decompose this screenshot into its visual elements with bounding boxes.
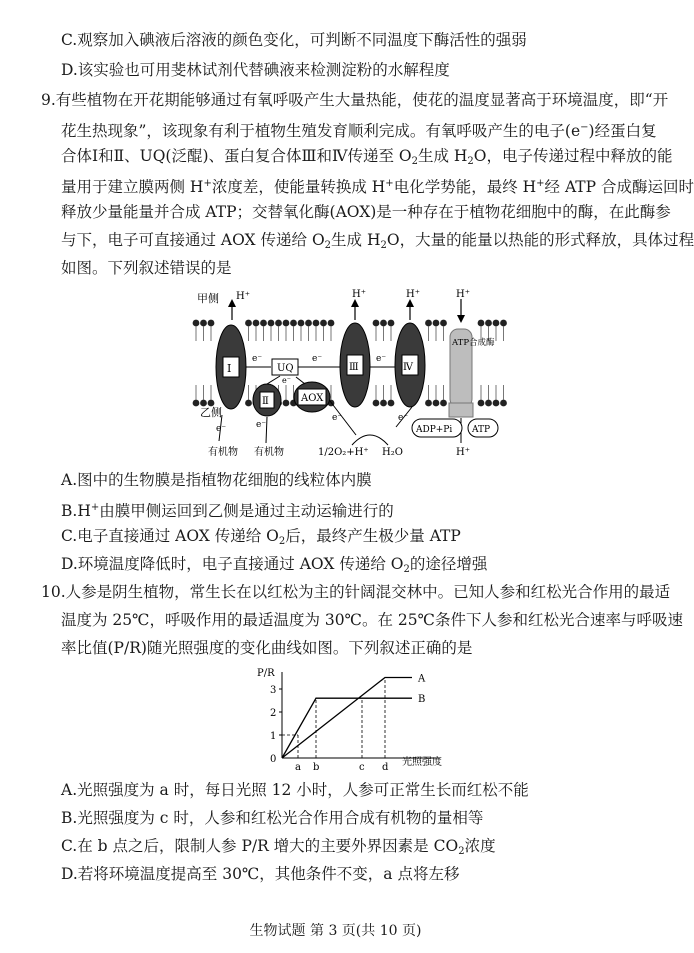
pr-light-chart (0, 662, 671, 782)
complex-ii-label: Ⅱ (262, 396, 269, 407)
lipid-head (433, 320, 440, 327)
q9-stem-line4: 量用于建立膜两侧 H+浓度差，使能量转换成 H+电化学势能，最终 H+经 ATP 合成酶运回时 (61, 178, 694, 196)
atp-label: ATP (472, 425, 491, 435)
lipid-head (440, 320, 447, 327)
q10-stem-line3: 率比值(P/R)随光照强度的变化曲线如图。下列叙述正确的是 (61, 639, 473, 657)
organic-matter-label-1: 有机物 (208, 447, 238, 458)
lipid-head (485, 400, 492, 407)
q8-option-c: C.观察加入碘液后溶液的颜色变化，可判断不同温度下酶活性的强弱 (61, 31, 527, 49)
lipid-head (388, 400, 395, 407)
oxygen-label: 1/2O₂+H⁺ (318, 447, 369, 458)
y-tick-label: 2 (270, 708, 277, 719)
lipid-head (373, 320, 380, 327)
lipid-head (253, 320, 260, 327)
lipid-head (193, 320, 200, 327)
organic-matter-label-2: 有机物 (254, 447, 284, 458)
q9-stem-line7: 如图。下列叙述错误的是 (61, 259, 232, 277)
lipid-head (425, 400, 432, 407)
lipid-head (380, 400, 387, 407)
lipid-head (373, 400, 380, 407)
lipid-head (500, 320, 507, 327)
lipid-head (245, 320, 252, 327)
uq-label: UQ (277, 363, 294, 374)
q9-stem-line2: 花生热现象”，该现象有利于植物生殖发育顺利完成。有氧呼吸产生的电子(e−)经蛋白复 (61, 122, 657, 140)
lipid-head (478, 400, 485, 407)
lipid-head (283, 400, 290, 407)
complex-iv-label: Ⅳ (403, 362, 413, 373)
q10-option-c: C.在 b 点之后，限制人参 P/R 增大的主要外界因素是 $CO_2$浓度 (61, 837, 496, 857)
lipid-head (290, 320, 297, 327)
atp-synthase-label: ATP合成酶 (452, 338, 495, 348)
lipid-head (298, 320, 305, 327)
lipid-head (268, 320, 275, 327)
lipid-head (193, 400, 200, 407)
y-tick-label: 3 (270, 685, 277, 696)
q9-stem-line1: 9.有些植物在开花期能够通过有氧呼吸产生大量热能，使花的温度显著高于环境温度，即“开 (41, 91, 669, 109)
q8-option-d: D.该实验也可用斐林试剂代替碘液来检测淀粉的水解程度 (61, 61, 450, 79)
y-tick-label: 0 (270, 754, 277, 765)
lipid-head (260, 320, 267, 327)
lipid-head (208, 320, 215, 327)
q9-stem-line3: 合体Ⅰ和Ⅱ、UQ(泛醌)、蛋白复合体Ⅲ和Ⅳ传递至 $O_2$生成 $H_2O$，电子传递过程中释放的能 (61, 147, 673, 167)
q10-stem-line1: 10.人参是阴生植物，常生长在以红松为主的针阔混交林中。已知人参和红松光合作用的最适 (41, 583, 671, 601)
q9-stem-line5: 释放少量能量并合成 ATP；交替氧化酶(AOX)是一种存在于植物花细胞中的酶，在此酶参 (61, 203, 671, 221)
q9-stem-line6: 与下，电子可直接通过 AOX 传递给 $O_2$生成 $H_2O$，大量的能量以热能的形式释放，具体过程 (61, 231, 694, 251)
complex-iii-label: Ⅲ (349, 362, 359, 373)
q10-option-a: A.光照强度为 a 时，每日光照 12 小时，人参可正常生长而红松不能 (61, 781, 529, 799)
q10-option-b: B.光照强度为 c 时，人参和红松光合作用合成有机物的量相等 (61, 809, 484, 827)
electron-label-8: e⁻ (398, 413, 409, 423)
q9-option-d: D.环境温度降低时，电子直接通过 AOX 传递给 $O_2$的途径增强 (61, 555, 488, 575)
lipid-head (485, 320, 492, 327)
lipid-head (478, 320, 485, 327)
series-line-A (282, 678, 412, 759)
aox-label: AOX (301, 393, 324, 404)
lipid-head (328, 320, 335, 327)
h-plus-label-2: H⁺ (352, 289, 366, 300)
h-plus-label-4: H⁺ (456, 289, 470, 300)
electron-label-2: e⁻ (312, 354, 323, 364)
h-plus-label-5: H⁺ (456, 447, 470, 458)
h-plus-label-3: H⁺ (406, 289, 420, 300)
series-label-B: B (418, 694, 426, 706)
page-footer: 生物试题 第 3 页(共 10 页) (249, 923, 422, 939)
lipid-head (380, 320, 387, 327)
electron-label-1: e⁻ (252, 354, 263, 364)
lipid-head (275, 320, 282, 327)
lipid-head (320, 320, 327, 327)
q10-stem-line2: 温度为 25℃，呼吸作用的最适温度为 30℃。在 25℃条件下人参和红松光合速率与呼吸速 (61, 611, 683, 629)
electron-transport-diagram (0, 285, 671, 465)
electron-label-7: e⁻ (332, 413, 343, 423)
x-tick-label: b (313, 762, 320, 773)
lipid-head (388, 320, 395, 327)
lipid-head (313, 320, 320, 327)
q9-option-a: A.图中的生物膜是指植物花细胞的线粒体内膜 (61, 471, 372, 489)
electron-label-4: e⁻ (282, 376, 291, 385)
lipid-head (433, 400, 440, 407)
complex-i-label: Ⅰ (227, 362, 232, 375)
lipid-head (500, 400, 507, 407)
side-bottom-label: 乙侧 (200, 406, 222, 419)
water-label: H₂O (382, 447, 403, 458)
lipid-head (200, 320, 207, 327)
x-tick-label: c (359, 762, 365, 773)
h-plus-top-arrows (228, 289, 470, 323)
q10-option-d: D.若将环境温度提高至 30℃，其他条件不变，a 点将左移 (61, 865, 460, 883)
lipid-head (245, 400, 252, 407)
electron-label-6: e⁻ (256, 420, 267, 430)
lipid-head (493, 320, 500, 327)
y-tick-label: 1 (270, 731, 277, 742)
q9-option-c: C.电子直接通过 AOX 传递给 $O_2$后，最终产生极少量 ATP (61, 527, 461, 547)
lipid-head (425, 320, 432, 327)
lipid-head (440, 400, 447, 407)
h-plus-label-1: H⁺ (236, 291, 250, 302)
x-tick-label: a (295, 762, 301, 773)
electron-label-3: e⁻ (376, 354, 387, 364)
lipid-head (493, 400, 500, 407)
lipid-head (283, 320, 290, 327)
q9-option-b: B.H+由膜甲侧运回到乙侧是通过主动运输进行的 (61, 502, 394, 520)
x-tick-label: d (382, 762, 389, 773)
series-label-A: A (418, 673, 426, 685)
lipid-head (305, 320, 312, 327)
electron-label-5: e⁻ (216, 424, 227, 434)
adp-label: ADP+Pi (416, 425, 453, 435)
side-top-label: 甲侧 (197, 292, 219, 305)
chart-y-label: P/R (257, 668, 275, 679)
chart-x-label: 光照强度 (402, 757, 442, 768)
